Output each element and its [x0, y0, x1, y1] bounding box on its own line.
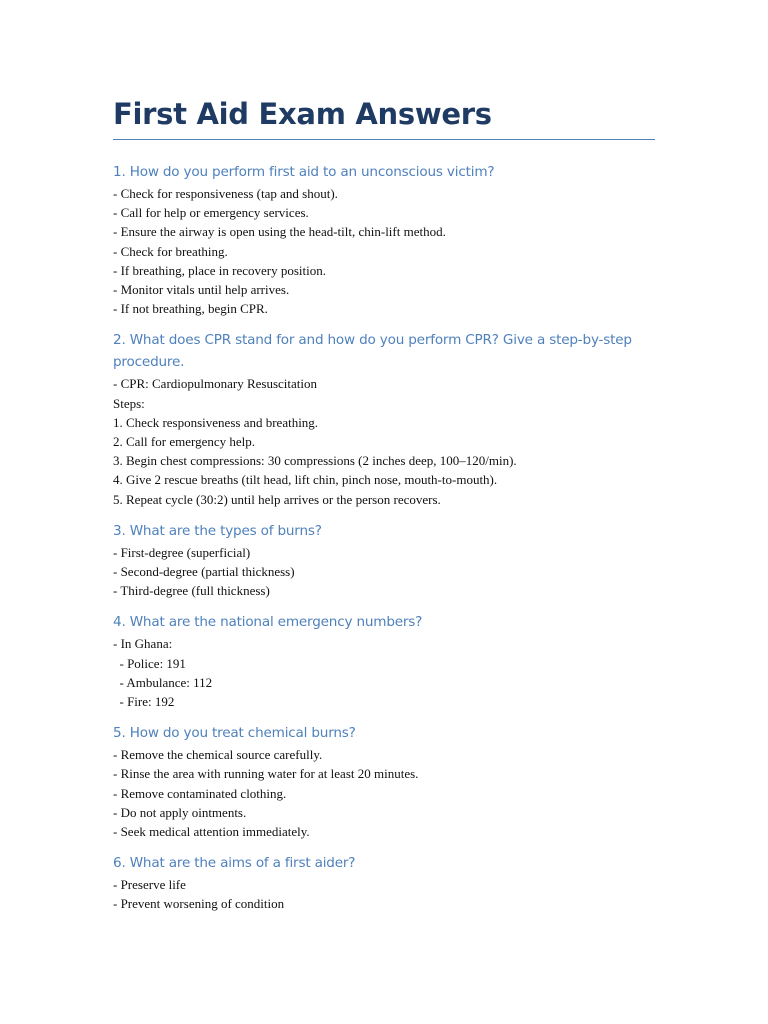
answer-line: 4. Give 2 rescue breaths (tilt head, lift chin, pinch nose, mouth-to-mouth). — [113, 472, 498, 488]
answer-line: - Remove the chemical source carefully. — [113, 747, 323, 763]
answer-line: - Remove contaminated clothing. — [113, 785, 287, 801]
question-heading: 6. What are the aims of a first aider? — [113, 855, 356, 872]
question-heading: 1. How do you perform first aid to an unconscious victim? — [113, 164, 495, 180]
qa-section — [113, 852, 655, 913]
question-heading: 2. What does CPR stand for and how do you perform CPR? Give a step-by-step procedure. — [113, 332, 632, 371]
qa-section — [113, 329, 655, 508]
answer-line: - Seek medical attention immediately. — [113, 824, 310, 840]
question-heading: 3. What are the types of burns? — [113, 522, 322, 539]
answer-line: - Third-degree (full thickness) — [113, 583, 270, 599]
answer-line: - Ambulance: 112 — [113, 674, 213, 690]
answer-line: - Prevent worsening of condition — [113, 896, 285, 912]
answer-line: - Do not apply ointments. — [113, 804, 247, 820]
answer-line: - If not breathing, begin CPR. — [113, 301, 268, 317]
question-heading: 4. What are the national emergency numbers? — [113, 614, 423, 631]
answer-line: 1. Check responsiveness and breathing. — [113, 414, 319, 430]
answer-line: 2. Call for emergency help. — [113, 434, 255, 450]
answer-line: Steps: — [113, 395, 145, 411]
answer-line: - Preserve life — [113, 877, 186, 893]
document-page — [113, 94, 655, 925]
answer-line: - Monitor vitals until help arrives. — [113, 282, 290, 298]
answer-line: - Ensure the airway is open using the head-tilt, chin-lift method. — [113, 224, 446, 240]
answer-line: - If breathing, place in recovery position. — [113, 262, 326, 278]
answer-line: - Call for help or emergency services. — [113, 205, 309, 221]
answer-line: - First-degree (superficial) — [113, 544, 251, 560]
answer-line: - Rinse the area with running water for at least 20 minutes. — [113, 766, 419, 782]
answer-line: - CPR: Cardiopulmonary Resuscitation — [113, 376, 318, 392]
qa-section — [113, 520, 655, 601]
answer-line: 3. Begin chest compressions: 30 compressions (2 inches deep, 100–120/min). — [113, 453, 517, 469]
answer-line: - In Ghana: — [113, 636, 173, 652]
qa-section — [113, 611, 655, 711]
question-heading: 5. How do you treat chemical burns? — [113, 725, 356, 742]
answer-line: 5. Repeat cycle (30:2) until help arrives or the person recovers. — [113, 491, 441, 507]
answer-line: - Police: 191 — [113, 655, 186, 671]
title-divider — [113, 139, 655, 140]
answer-line: - Check for responsiveness (tap and shout). — [113, 186, 338, 201]
answer-line: - Fire: 192 — [113, 694, 175, 710]
sections-container — [113, 161, 655, 914]
answer-line: - Check for breathing. — [113, 243, 228, 259]
qa-section — [113, 722, 655, 841]
answer-line: - Second-degree (partial thickness) — [113, 564, 295, 580]
qa-section — [113, 161, 655, 318]
document-title: First Aid Exam Answers — [113, 97, 492, 131]
